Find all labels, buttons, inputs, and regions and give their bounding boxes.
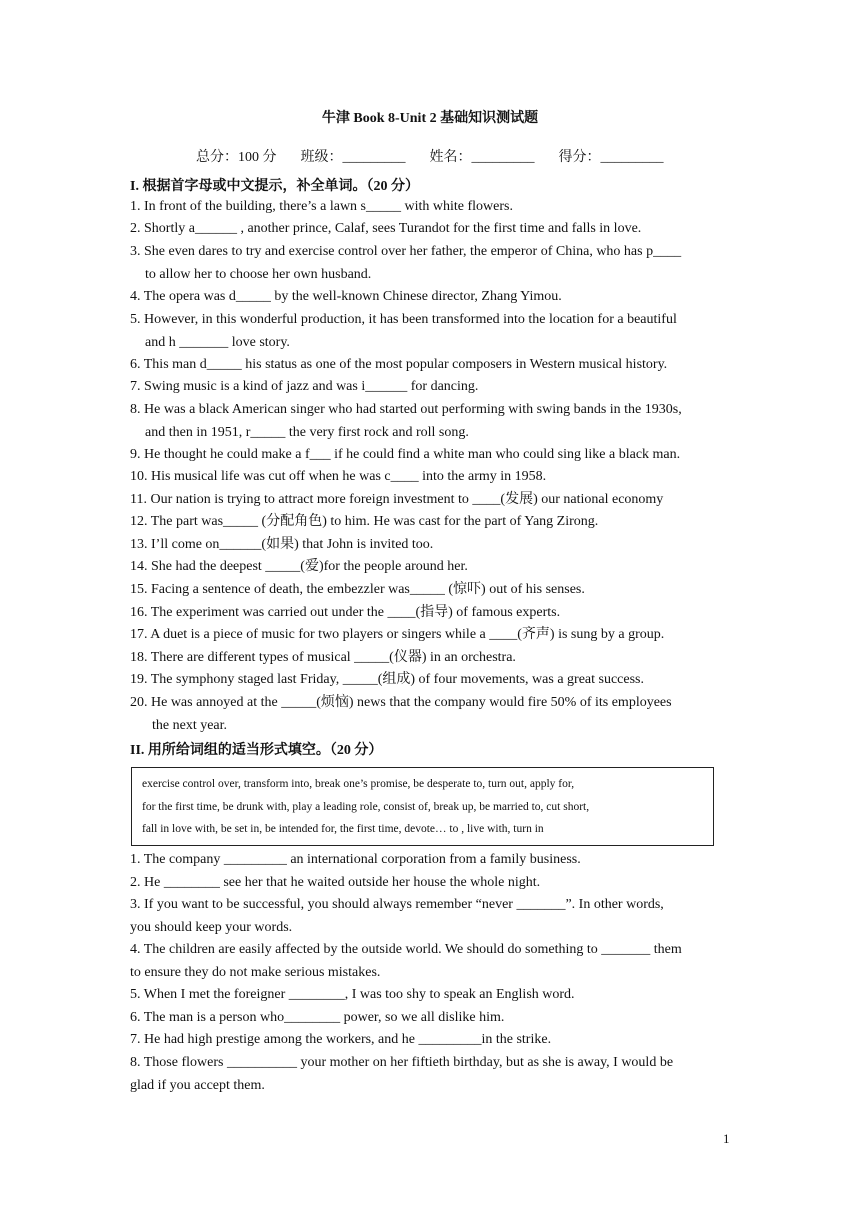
s1-question-12: 12. The part was_____ (分配角色) to him. He was cast for the part of Yang Zirong. [130,514,599,529]
document-title: 牛津 Book 8-Unit 2 基础知识测试题 [321,111,539,126]
s1-question-5 [130,309,732,354]
page-number: 1 [723,1131,730,1146]
s1-question-10: 10. His musical life was cut off when he was c____ into the army in 1958. [130,469,547,484]
s2-question-8-line-2: glad if you accept them. [130,1077,265,1093]
s1-question-1: 1. In front of the building, there’s a lawn s_____ with white flowers. [130,199,513,214]
phrase-bank-line-1: exercise control over, transform into, break one’s promise, be desperate to, turn out, apply for, [142,778,575,790]
s2-question-6: 6. The man is a person who________ power, so we all dislike him. [130,1010,505,1025]
section-1-heading: I. 根据首字母或中文提示，补全单词。（20 分） [130,179,419,194]
s2-question-8 [130,1052,732,1097]
s1-question-19: 19. The symphony staged last Friday, _____(组成) of four movements, was a great success. [130,672,645,687]
s2-question-4-line-1: 4. The children are easily affected by the outside world. We should do something to _______ them [130,942,682,957]
s1-question-11: 11. Our nation is trying to attract more foreign investment to ____(发展) our national economy [130,492,664,507]
s2-question-3-line-1: 3. If you want to be successful, you should always remember “never _______”. In other words, [130,897,664,912]
s1-question-3-line-2: to allow her to choose her own husband. [145,266,372,282]
s1-question-3 [130,241,732,286]
s1-question-8 [130,399,732,444]
name-field: 姓名：_________ [429,150,535,165]
s2-question-1: 1. The company _________ an international corporation from a family business. [130,852,581,867]
s1-question-18: 18. There are different types of musical _____(仪器) in an orchestra. [130,650,516,665]
s2-question-4 [130,939,732,984]
s1-question-7: 7. Swing music is a kind of jazz and was i______ for dancing. [130,379,479,394]
s2-question-4-line-2: to ensure they do not make serious mistakes. [130,964,381,980]
s2-question-8-line-1: 8. Those flowers __________ your mother on her fiftieth birthday, but as she is away, I would be [130,1055,674,1070]
s1-question-5-line-2: and h _______ love story. [145,334,290,350]
s1-question-20 [130,692,732,737]
phrase-bank-box [131,767,714,846]
s2-question-5: 5. When I met the foreigner ________, I was too shy to speak an English word. [130,987,575,1002]
s1-question-16: 16. The experiment was carried out under the ____(指导) of famous experts. [130,605,561,620]
s1-question-20-line-1: 20. He was annoyed at the _____(烦恼) news that the company would fire 50% of its employees [130,695,672,710]
s1-question-8-line-2: and then in 1951, r_____ the very first rock and roll song. [145,424,469,440]
s2-question-3 [130,894,732,939]
s2-question-7: 7. He had high prestige among the workers, and he _________in the strike. [130,1032,552,1047]
s1-question-15: 15. Facing a sentence of death, the embezzler was_____ (惊吓) out of his senses. [130,582,585,597]
score-field: 得分：_________ [558,150,664,165]
section-2-heading: II. 用所给词组的适当形式填空。（20 分） [130,743,383,758]
s1-question-5-line-1: 5. However, in this wonderful production, it has been transformed into the location for a beautiful [130,312,677,327]
s1-question-20-line-2: the next year. [152,717,228,733]
s1-question-17: 17. A duet is a piece of music for two players or singers while a ____(齐声) is sung by a group. [130,627,665,642]
s1-question-4: 4. The opera was d_____ by the well-known Chinese director, Zhang Yimou. [130,289,562,304]
s1-question-2: 2. Shortly a______ , another prince, Calaf, sees Turandot for the first time and falls in love. [130,221,642,236]
class-field: 班级：_________ [300,150,406,165]
phrase-bank-line-2: for the first time, be drunk with, play a leading role, consist of, break up, be married to, cut short, [142,801,590,813]
s1-question-6: 6. This man d_____ his status as one of the most popular composers in Western musical history. [130,357,668,372]
phrase-bank-line-3: fall in love with, be set in, be intended for, the first time, devote… to , live with, turn in [142,823,544,835]
total-score: 总分：100 分 [196,150,277,165]
s1-question-14: 14. She had the deepest _____(爱)for the people around her. [130,559,468,574]
s1-question-8-line-1: 8. He was a black American singer who had started out performing with swing bands in the 1930s, [130,402,682,417]
s1-question-9: 9. He thought he could make a f___ if he could find a white man who could sing like a black man. [130,447,681,462]
s2-question-3-line-2: you should keep your words. [130,919,293,935]
s1-question-13: 13. I’ll come on______(如果) that John is invited too. [130,537,434,552]
s1-question-3-line-1: 3. She even dares to try and exercise control over her father, the emperor of China, who has p____ [130,244,682,259]
s2-question-2: 2. He ________ see her that he waited outside her house the whole night. [130,875,541,890]
